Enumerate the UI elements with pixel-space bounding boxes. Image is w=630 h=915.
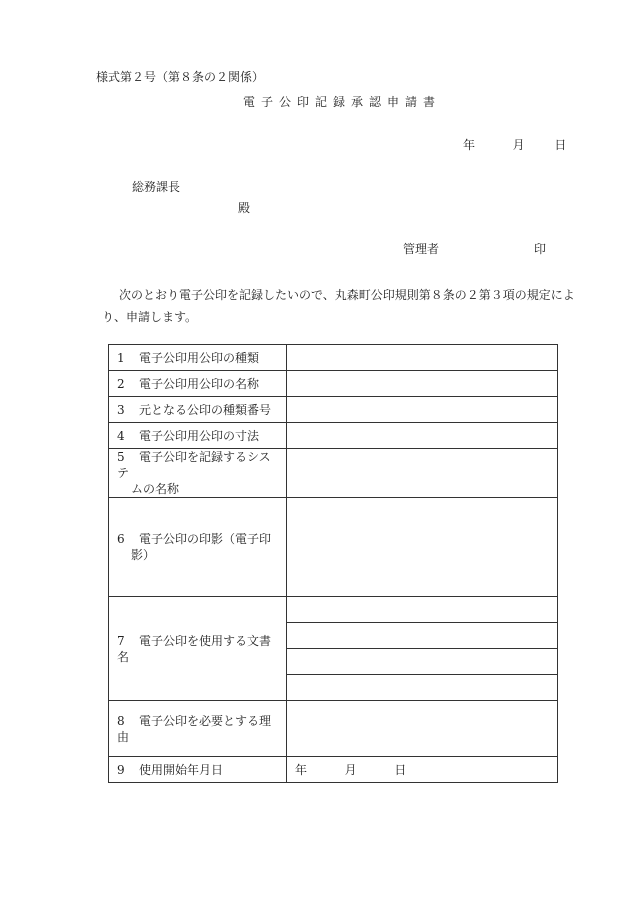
row-number: 6 (117, 532, 125, 546)
start-date-cell[interactable] (287, 757, 558, 783)
body-text: 次のとおり電子公印を記録したいので、丸森町公印規則第８条の２第３項の規定により、申請します。 (102, 288, 575, 324)
row-label: 8 電子公印を必要とする理由 (109, 701, 287, 757)
start-date-month: 月 (344, 762, 357, 777)
document-name-cell[interactable] (287, 597, 558, 623)
input-cell[interactable] (287, 423, 558, 449)
row-number: 3 (117, 402, 125, 417)
start-date-day: 日 (394, 762, 407, 777)
table-row (109, 423, 558, 449)
table-row (109, 371, 558, 397)
row-label: 9 使用開始年月日 (109, 757, 287, 783)
input-cell[interactable] (287, 371, 558, 397)
table-row (109, 498, 558, 597)
date-month-label: 月 (512, 138, 525, 152)
application-date (463, 136, 566, 153)
row-label: 3 元となる公印の種類番号 (109, 397, 287, 423)
row-number: 8 (117, 713, 125, 728)
table-row (109, 345, 558, 371)
row-number: 1 (117, 350, 125, 365)
row-label: 6 電子公印の印影（電子印 影） (109, 498, 287, 597)
row-label: 1 電子公印用公印の種類 (109, 345, 287, 371)
table-row (109, 397, 558, 423)
row-number: 2 (117, 376, 125, 391)
table-row (109, 597, 558, 623)
seal-impression-cell[interactable] (287, 498, 558, 597)
form-number: 様式第２号（第８条の２関係） (96, 70, 265, 84)
row-label: 7 電子公印を使用する文書名 (109, 597, 287, 701)
row-label: 2 電子公印用公印の名称 (109, 371, 287, 397)
table-row (109, 757, 558, 783)
addressee-department: 総務課長 (132, 180, 181, 194)
date-day-label: 日 (554, 138, 567, 152)
input-cell[interactable] (287, 701, 558, 757)
document-name-cell[interactable] (287, 675, 558, 701)
application-form-table (108, 344, 558, 783)
row-number: 4 (117, 428, 125, 443)
start-date-year: 年 (295, 762, 308, 777)
seal-mark: 印 (534, 242, 547, 256)
table-row (109, 449, 558, 498)
row-label: 5 電子公印を記録するシステ ムの名称 (109, 449, 287, 498)
row-number: 9 (117, 762, 125, 777)
input-cell[interactable] (287, 345, 558, 371)
document-name-cell[interactable] (287, 649, 558, 675)
input-cell[interactable] (287, 397, 558, 423)
addressee-honorific: 殿 (238, 201, 251, 215)
row-number: 5 (117, 450, 125, 464)
table-row (109, 701, 558, 757)
row-number: 7 (117, 633, 125, 648)
date-year-label: 年 (463, 138, 476, 152)
applicant-label: 管理者 (403, 242, 440, 256)
row-label: 4 電子公印用公印の寸法 (109, 423, 287, 449)
input-cell[interactable] (287, 449, 558, 498)
document-title: 電子公印記録承認申請書 (243, 95, 442, 109)
document-name-cell[interactable] (287, 623, 558, 649)
